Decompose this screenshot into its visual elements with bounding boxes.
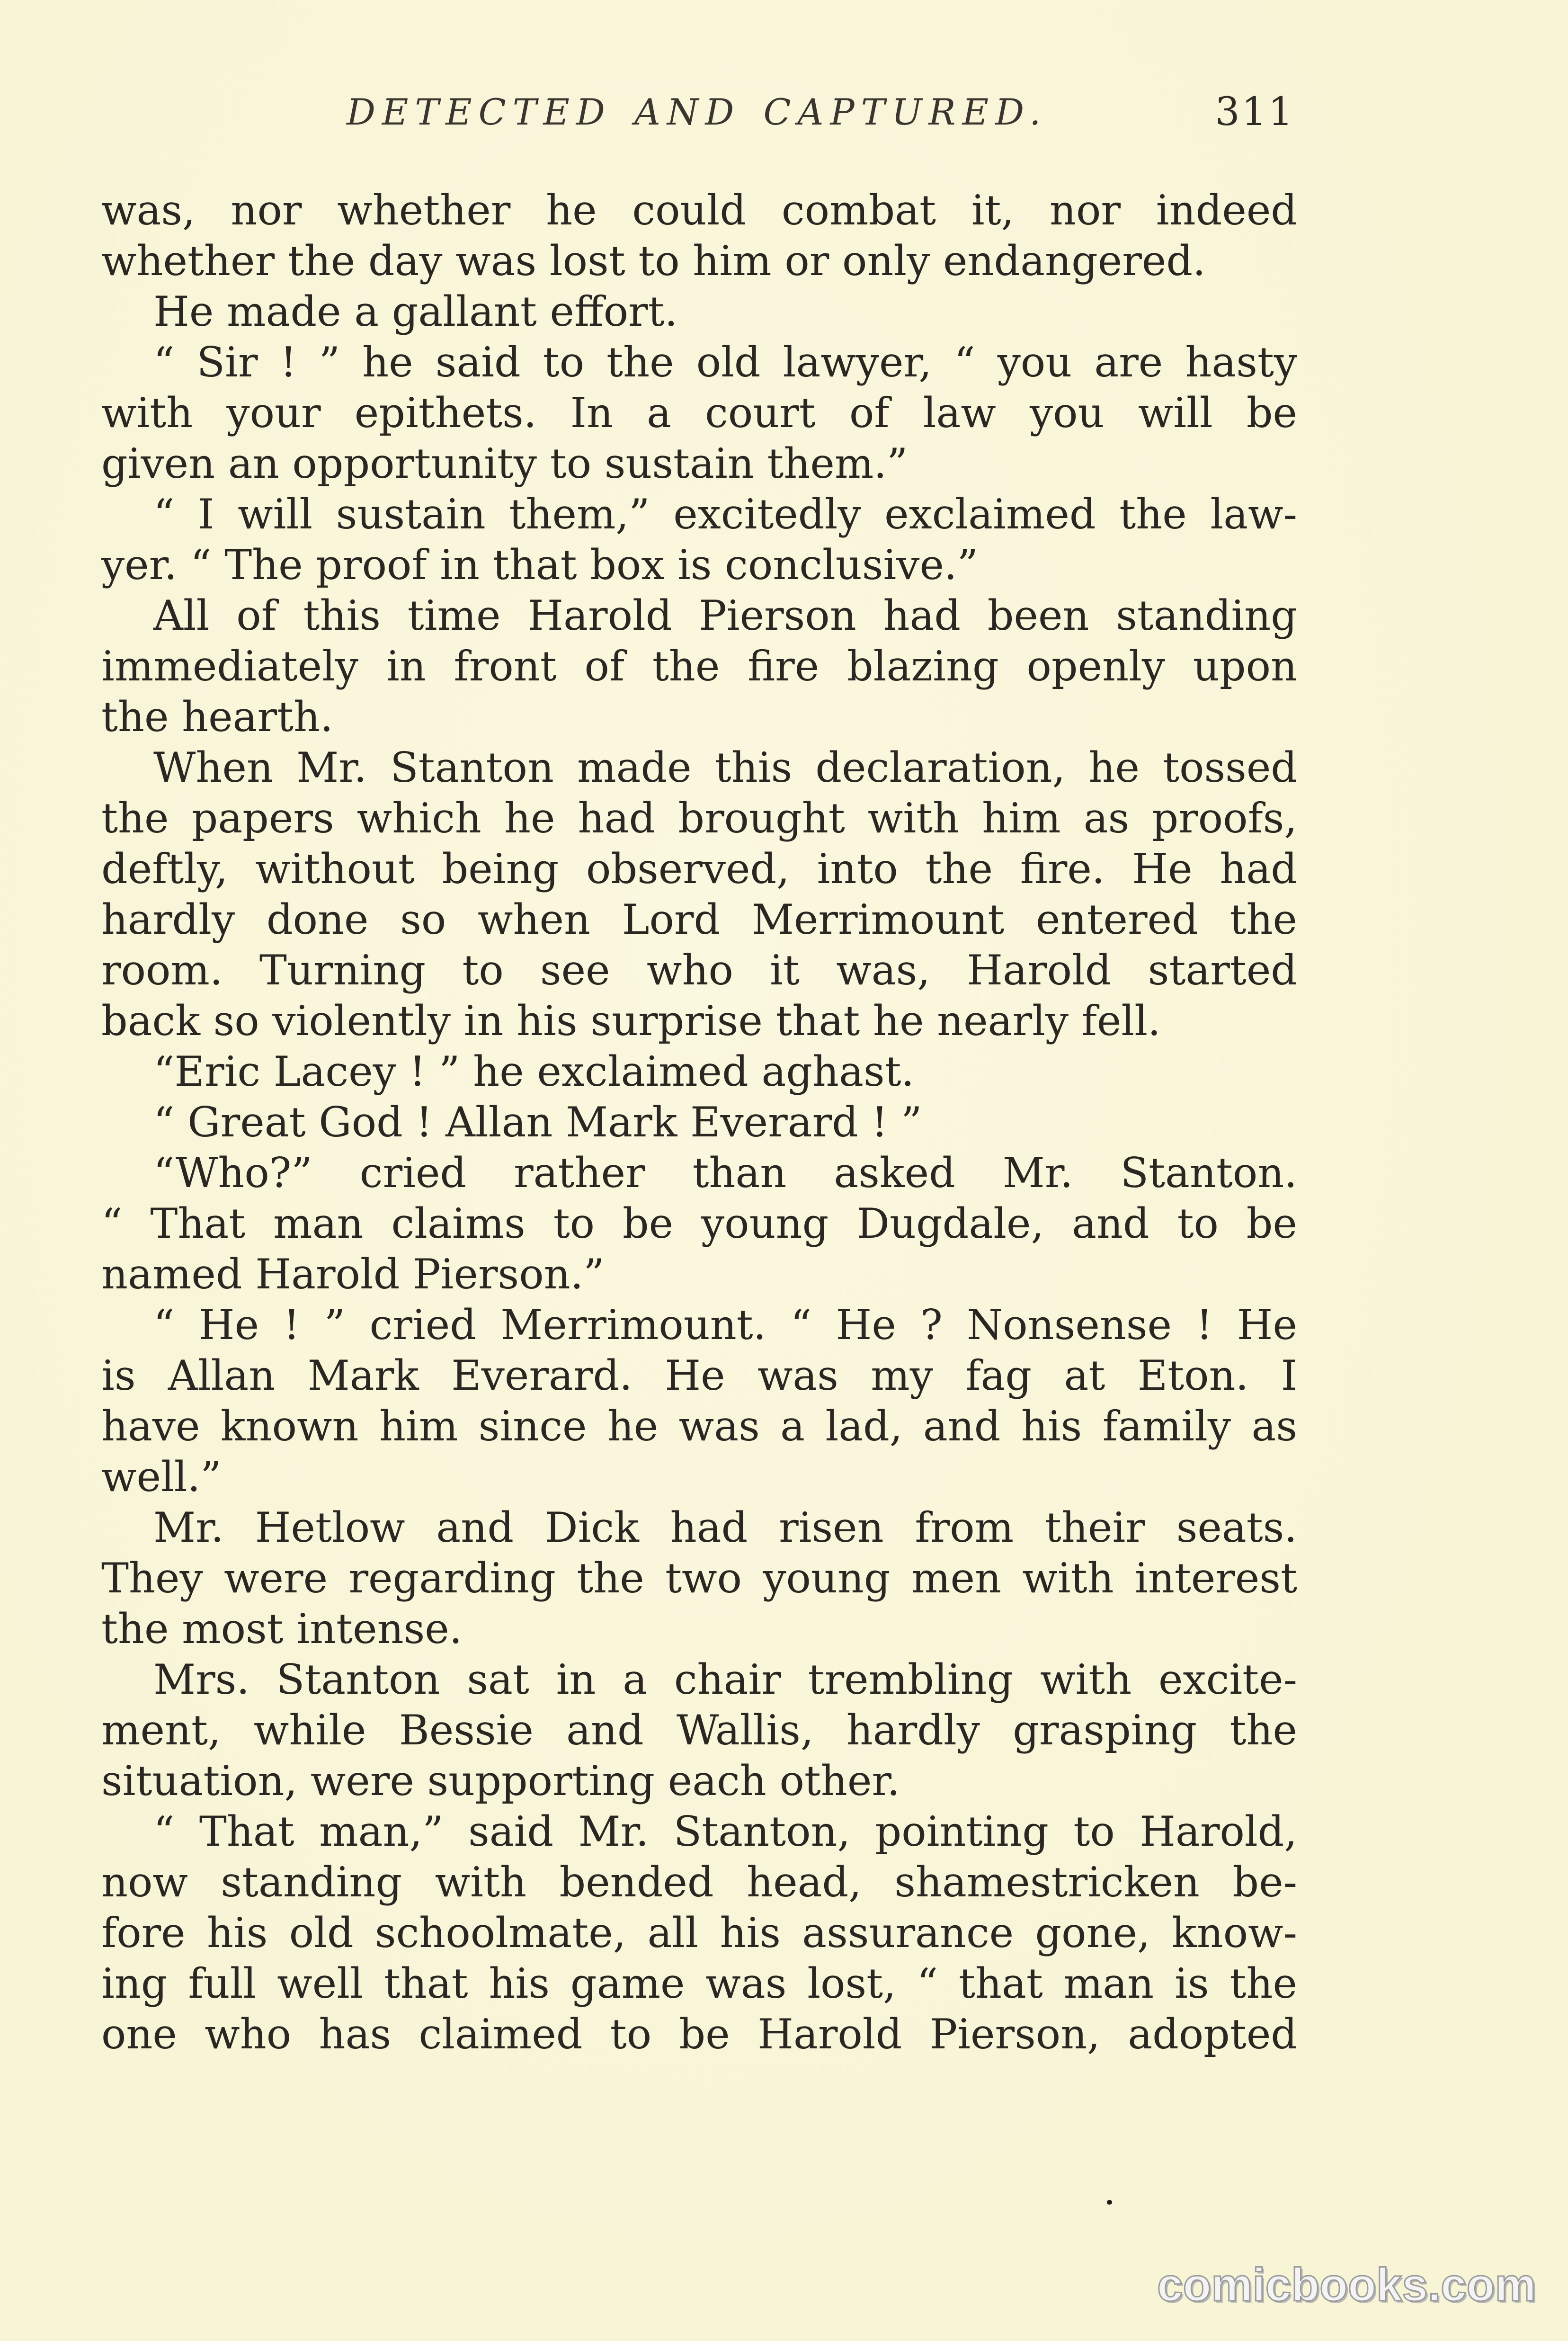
text-line: given an opportunity to sustain them.” (101, 439, 908, 488)
text-line: ing full well that his game was lost, “ that man is the (101, 1959, 1297, 2008)
paragraph (101, 1300, 1297, 1502)
text-line: “Eric Lacey ! ” he exclaimed aghast. (153, 1047, 915, 1096)
text-line: hardly done so when Lord Merrimount entered the (101, 895, 1297, 944)
text-line: Mrs. Stanton sat in a chair trembling with excite- (153, 1655, 1297, 1704)
text-line: They were regarding the two young men with interest (101, 1554, 1297, 1602)
text-line: is Allan Mark Everard. He was my fag at Eton. I (101, 1351, 1297, 1400)
text-line: “ Great God ! Allan Mark Everard ! ” (153, 1098, 922, 1146)
text-line: deftly, without being observed, into the fire. He had (101, 845, 1297, 893)
paragraph (101, 337, 1297, 489)
page-number: 311 (1215, 89, 1295, 134)
text-line: He made a gallant effort. (153, 287, 678, 336)
text-line: the papers which he had brought with him as proofs, (101, 794, 1297, 842)
text-line: “ That man claims to be young Dugdale, and to be (101, 1199, 1297, 1248)
paragraph (101, 742, 1297, 1046)
paragraph (101, 489, 1297, 590)
text-line: “ He ! ” cried Merrimount. “ He ? Nonsense ! He (153, 1301, 1297, 1349)
body-text (101, 185, 1297, 2060)
text-line: have known him since he was a lad, and his family as (101, 1402, 1297, 1450)
text-line: ment, while Bessie and Wallis, hardly grasping the (101, 1706, 1297, 1754)
text-line: Mr. Hetlow and Dick had risen from their seats. (153, 1503, 1297, 1552)
text-line: room. Turning to see who it was, Harold started (101, 946, 1297, 994)
text-line: the most intense. (101, 1605, 463, 1653)
text-line: “ That man,” said Mr. Stanton, pointing to Harold, (153, 1807, 1297, 1856)
text-line: the hearth. (101, 693, 333, 741)
paragraph (101, 286, 1297, 337)
paragraph (101, 1097, 1297, 1148)
text-line: immediately in front of the fire blazing openly upon (101, 642, 1297, 690)
paragraph (101, 1654, 1297, 1806)
text-line: with your epithets. In a court of law you will be (101, 389, 1297, 437)
text-line: situation, were supporting each other. (101, 1757, 900, 1805)
text-line: “ Sir ! ” he said to the old lawyer, “ you are hasty (153, 338, 1297, 386)
text-line: whether the day was lost to him or only endangered. (101, 237, 1206, 285)
text-line: named Harold Pierson.” (101, 1250, 605, 1298)
text-line: was, nor whether he could combat it, nor indeed (101, 186, 1297, 234)
text-line: yer. “ The proof in that box is conclusive.” (101, 541, 979, 589)
paragraph (101, 1806, 1297, 2060)
text-line: When Mr. Stanton made this declaration, he tossed (153, 743, 1297, 792)
text-line: now standing with bended head, shamestricken be- (101, 1858, 1297, 1906)
paragraph (101, 590, 1297, 742)
text-line: back so violently in his surprise that he nearly fell. (101, 997, 1161, 1045)
paragraph (101, 1046, 1297, 1097)
ink-speck (1107, 2200, 1112, 2205)
paragraph (101, 1502, 1297, 1654)
running-head: DETECTED AND CAPTURED. (347, 91, 1048, 133)
text-line: one who has claimed to be Harold Pierson, adopted (101, 2010, 1297, 2058)
watermark: comicbooks.com (1157, 2259, 1536, 2311)
text-line: “Who?” cried rather than asked Mr. Stanton. (153, 1149, 1297, 1197)
text-line: fore his old schoolmate, all his assurance gone, know- (101, 1909, 1297, 1957)
text-line: “ I will sustain them,” excitedly exclaimed the law- (153, 490, 1297, 538)
paragraph (101, 185, 1297, 286)
text-line: well.” (101, 1453, 222, 1501)
text-line: All of this time Harold Pierson had been standing (153, 591, 1297, 640)
paragraph (101, 1148, 1297, 1300)
